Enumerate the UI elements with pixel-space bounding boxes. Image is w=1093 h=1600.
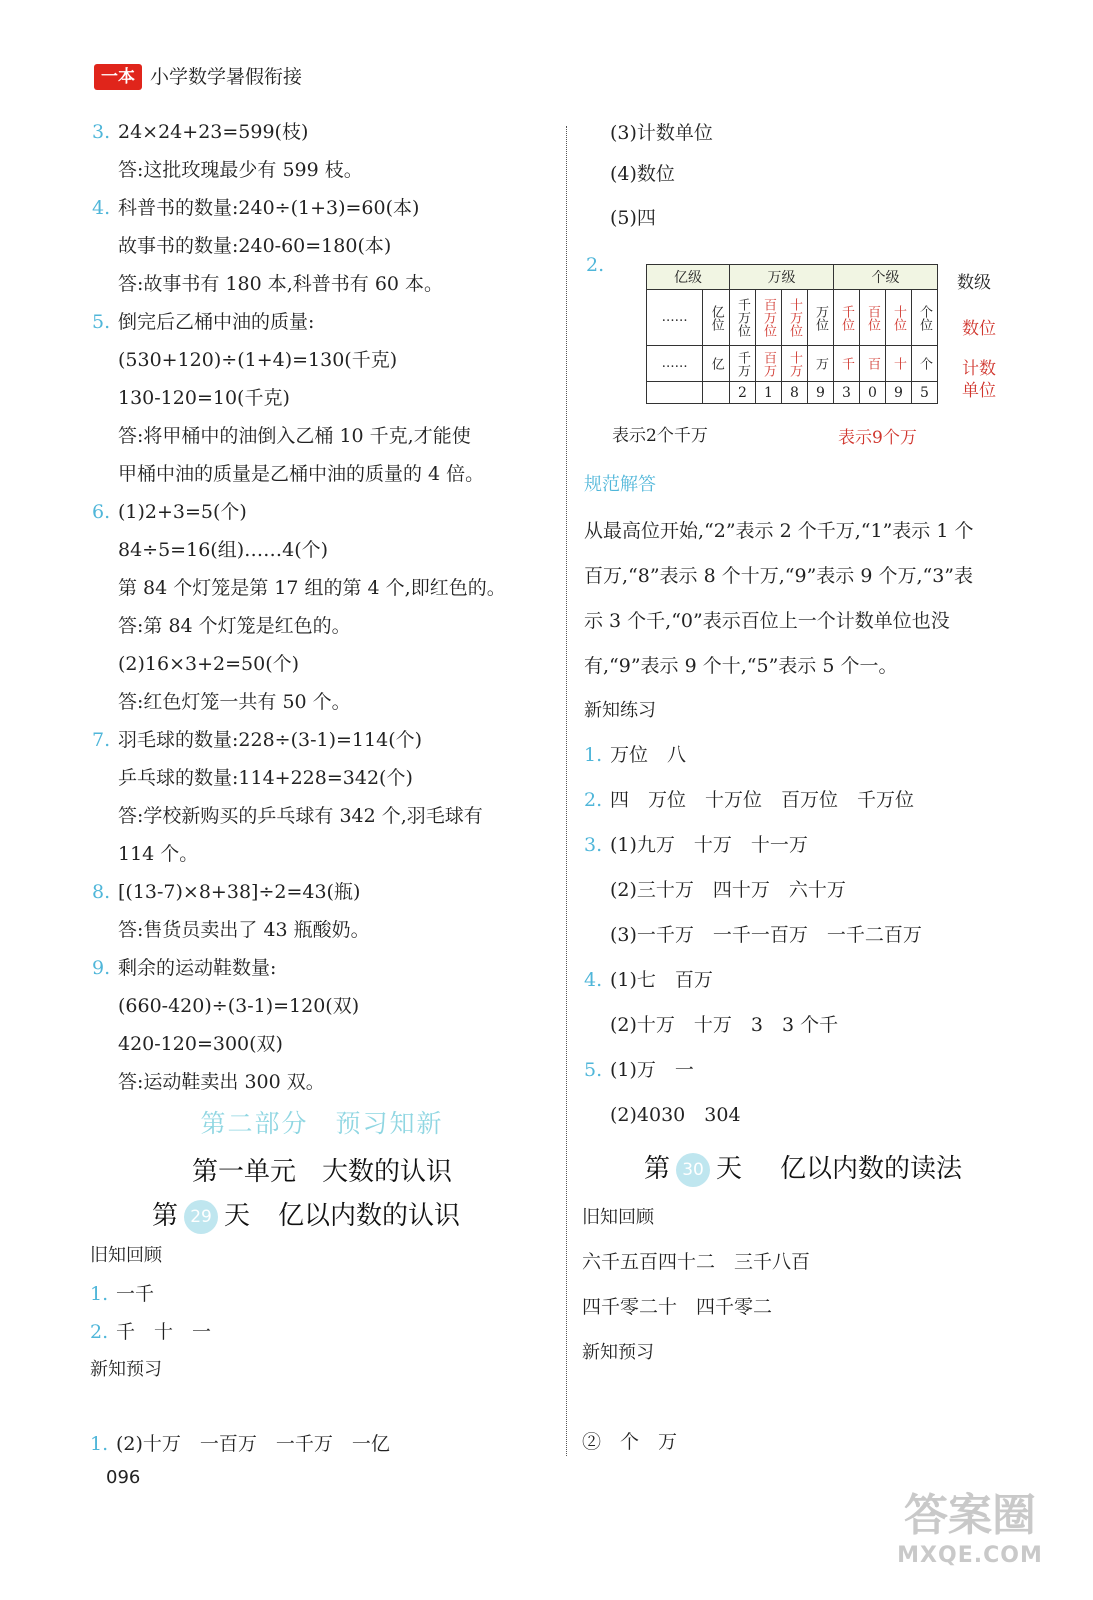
preview-heading: 新知预习	[90, 1359, 162, 1380]
item-text: 答:售货员卖出了 43 瓶酸奶。	[118, 919, 370, 941]
answer-line	[92, 607, 552, 645]
answer-line	[92, 645, 552, 683]
place-cell: 百位	[860, 290, 886, 346]
unit-cell: 亿	[703, 346, 730, 382]
answer-line	[92, 569, 552, 607]
item-number: 4.	[92, 197, 111, 219]
place-cell: 亿位	[703, 290, 730, 346]
answer-line	[584, 823, 1044, 868]
item-text: 万位 八	[610, 744, 687, 766]
answer-line	[92, 341, 552, 379]
answer-line: (5)四	[610, 207, 656, 229]
item-number: 6.	[92, 501, 111, 523]
item-text: 84÷5=16(组)……4(个)	[118, 539, 329, 561]
item-text: (1)七 百万	[610, 969, 713, 991]
place-cell: 个位	[912, 290, 938, 346]
level-ge: 个级	[834, 265, 938, 290]
unit-cell: 千	[834, 346, 860, 382]
item-text: 130-120=10(千克)	[118, 387, 290, 409]
answer-line	[92, 835, 552, 873]
unit-cell: 十	[886, 346, 912, 382]
item-text: (2)十万 一百万 一千万 一亿	[116, 1433, 390, 1455]
explanation-line: 有,“9”表示 9 个十,“5”表示 5 个一。	[584, 655, 898, 677]
answer-line	[92, 759, 552, 797]
brand-logo: 一本	[94, 64, 142, 90]
day-suffix: 天	[716, 1154, 743, 1184]
digit-cell: 9	[886, 382, 912, 404]
item-text: 答:学校新购买的乒乓球有 342 个,羽毛球有	[118, 805, 483, 827]
answer-line	[92, 683, 552, 721]
preview-heading: 新知预习	[582, 1342, 654, 1363]
unit-cell: 百	[860, 346, 886, 382]
answer-line	[92, 189, 552, 227]
answer-line	[90, 1275, 550, 1313]
answer-line	[92, 493, 552, 531]
day-prefix: 第	[644, 1154, 671, 1184]
left-column	[92, 113, 552, 1101]
right-top-lines	[610, 113, 713, 242]
answer-line	[92, 417, 552, 455]
item-text: (1)九万 十万 十一万	[610, 834, 808, 856]
preview-list	[90, 1425, 550, 1463]
watermark-url: MXQE.COM	[897, 1543, 1043, 1568]
answer-line	[92, 227, 552, 265]
answer-line	[584, 1048, 1044, 1093]
day-topic: 亿以内数的认识	[278, 1201, 461, 1231]
right-review-section	[582, 1195, 1042, 1465]
place-cell: 万位	[808, 290, 834, 346]
item-number: 1.	[90, 1283, 109, 1305]
day-30-title	[644, 1148, 962, 1187]
part-title: 第二部分 预习知新	[200, 1109, 444, 1138]
item-number: 5.	[92, 311, 111, 333]
day-number-badge: 30	[676, 1153, 710, 1187]
book-title: 小学数学暑假衔接	[150, 66, 303, 88]
item-text: 答:运动鞋卖出 300 双。	[118, 1071, 325, 1093]
item-number: 4.	[584, 969, 603, 991]
item-number: 1.	[584, 744, 603, 766]
item-text: 24×24+23=599(枝)	[118, 121, 309, 143]
standard-answer-body	[584, 509, 1044, 689]
item-text: 故事书的数量:240-60=180(本)	[118, 235, 392, 257]
answer-line	[92, 303, 552, 341]
answer-line	[90, 1313, 550, 1351]
practice-heading: 新知练习	[584, 700, 656, 721]
digit-cell: 5	[912, 382, 938, 404]
day-prefix: 第	[152, 1201, 179, 1231]
practice-section	[584, 688, 1044, 1138]
item-number: 5.	[584, 1059, 603, 1081]
item-text: (3)一千万 一千一百万 一千二百万	[610, 924, 922, 946]
answer-line	[92, 1063, 552, 1101]
answer-line	[92, 797, 552, 835]
item-number: 2.	[584, 789, 603, 811]
answer-line	[92, 721, 552, 759]
answer-list	[92, 113, 552, 1101]
question-number: 2.	[586, 254, 605, 276]
explanation-line: 百万,“8”表示 8 个十万,“9”表示 9 个万,“3”表	[584, 565, 973, 587]
item-number: 1.	[90, 1433, 109, 1455]
item-text: 千 十 一	[116, 1321, 212, 1343]
item-text: 羽毛球的数量:228÷(3-1)=114(个)	[118, 729, 423, 751]
item-text: 答:红色灯笼一共有 50 个。	[118, 691, 351, 713]
item-number: 3.	[584, 834, 603, 856]
digit-cell: 1	[756, 382, 782, 404]
item-text: (1)2+3=5(个)	[118, 501, 247, 523]
item-text: 乒乓球的数量:114+228=342(个)	[118, 767, 413, 789]
unit-cell: 千万	[730, 346, 756, 382]
digit-cell: 2	[730, 382, 756, 404]
item-text: 420-120=300(双)	[118, 1033, 283, 1055]
answer-line	[92, 379, 552, 417]
item-text: 一千	[116, 1283, 155, 1305]
digit-cell: 9	[808, 382, 834, 404]
preview-line: ② 个 万	[582, 1431, 678, 1453]
answer-line	[584, 733, 1044, 778]
practice-list	[584, 733, 1044, 1138]
item-number: 3.	[92, 121, 111, 143]
explanation-line: 示 3 个千,“0”表示百位上一个计数单位也没	[584, 610, 950, 632]
answer-line	[584, 1003, 1044, 1048]
place-cell: 千万位	[730, 290, 756, 346]
digit-cell: 8	[782, 382, 808, 404]
watermark	[875, 1488, 1065, 1568]
item-text: 答:这批玫瑰最少有 599 枝。	[118, 159, 363, 181]
place-value-table	[646, 264, 938, 404]
item-text: 答:第 84 个灯笼是红色的。	[118, 615, 351, 637]
item-text: 甲桶中油的质量是乙桶中油的质量的 4 倍。	[118, 463, 485, 485]
digit-cell: 0	[860, 382, 886, 404]
review-line: 六千五百四十二 三千八百	[582, 1251, 811, 1273]
item-text: 114 个。	[118, 843, 199, 865]
item-text: (2)4030 304	[610, 1104, 741, 1126]
review-line: 四千零二十 四千零二	[582, 1296, 773, 1318]
side-label-place: 数位	[962, 319, 996, 339]
digit-cell: 3	[834, 382, 860, 404]
answer-line	[584, 958, 1044, 1003]
level-wan: 万级	[730, 265, 834, 290]
item-text: (2)16×3+2=50(个)	[118, 653, 300, 675]
table-dots: ……	[647, 290, 703, 346]
answer-line: (4)数位	[610, 163, 675, 185]
answer-line	[92, 113, 552, 151]
answer-line	[92, 265, 552, 303]
item-text: 四 万位 十万位 百万位 千万位	[610, 789, 915, 811]
side-label-level: 数级	[957, 273, 991, 293]
answer-line	[584, 778, 1044, 823]
item-text: [(13-7)×8+38]÷2=43(瓶)	[118, 881, 361, 903]
answer-line	[92, 949, 552, 987]
review-list	[90, 1275, 550, 1351]
answer-line	[92, 911, 552, 949]
standard-answer-heading: 规范解答	[584, 474, 656, 495]
place-cell: 千位	[834, 290, 860, 346]
review-heading: 旧知回顾	[582, 1207, 654, 1228]
day-number-badge: 29	[184, 1200, 218, 1234]
place-cell: 百万位	[756, 290, 782, 346]
item-text: (2)十万 十万 3 3 个千	[610, 1014, 839, 1036]
table-cell	[647, 382, 703, 404]
answer-line	[584, 1093, 1044, 1138]
item-text: 科普书的数量:240÷(1+3)=60(本)	[118, 197, 420, 219]
unit-cell: 百万	[756, 346, 782, 382]
unit-cell: 十万	[782, 346, 808, 382]
digit-cell	[703, 382, 730, 404]
left-review-section	[90, 1237, 550, 1463]
item-text: 第 84 个灯笼是第 17 组的第 4 个,即红色的。	[118, 577, 506, 599]
item-text: 倒完后乙桶中油的质量:	[118, 311, 315, 333]
answer-line: (3)计数单位	[610, 122, 713, 144]
item-text: 答:故事书有 180 本,科普书有 60 本。	[118, 273, 444, 295]
item-text: 剩余的运动鞋数量:	[118, 957, 277, 979]
answer-line	[584, 913, 1044, 958]
day-topic: 亿以内数的读法	[780, 1154, 963, 1184]
answer-line	[92, 455, 552, 493]
day-29-title	[152, 1195, 460, 1234]
item-number: 7.	[92, 729, 111, 751]
explanation-line: 从最高位开始,“2”表示 2 个千万,“1”表示 1 个	[584, 520, 974, 542]
item-text: (1)万 一	[610, 1059, 694, 1081]
answer-line	[90, 1425, 550, 1463]
review-heading: 旧知回顾	[90, 1245, 162, 1266]
answer-line	[92, 151, 552, 189]
unit-cell: 万	[808, 346, 834, 382]
answer-line	[92, 987, 552, 1025]
note-two-ten-millions: 表示2个千万	[612, 426, 708, 446]
note-nine-ten-thousands: 表示9个万	[838, 428, 917, 448]
place-cell: 十位	[886, 290, 912, 346]
item-number: 2.	[90, 1321, 109, 1343]
unit-title: 第一单元 大数的认识	[191, 1157, 452, 1187]
item-text: 答:将甲桶中的油倒入乙桶 10 千克,才能使	[118, 425, 471, 447]
answer-line	[92, 531, 552, 569]
page-number: 096	[106, 1467, 141, 1488]
item-text: (530+120)÷(1+4)=130(千克)	[118, 349, 398, 371]
level-yi: 亿级	[647, 265, 730, 290]
day-suffix: 天	[224, 1201, 251, 1231]
item-number: 8.	[92, 881, 111, 903]
column-divider	[566, 126, 567, 1456]
answer-line	[584, 868, 1044, 913]
unit-cell: 个	[912, 346, 938, 382]
answer-line	[92, 1025, 552, 1063]
table-dots: ……	[647, 346, 703, 382]
item-text: (660-420)÷(3-1)=120(双)	[118, 995, 360, 1017]
answer-line	[92, 873, 552, 911]
item-number: 9.	[92, 957, 111, 979]
watermark-text: 答案圈	[904, 1490, 1036, 1541]
item-text: (2)三十万 四十万 六十万	[610, 879, 846, 901]
place-cell: 十万位	[782, 290, 808, 346]
side-label-unit: 计数单位	[962, 359, 996, 401]
